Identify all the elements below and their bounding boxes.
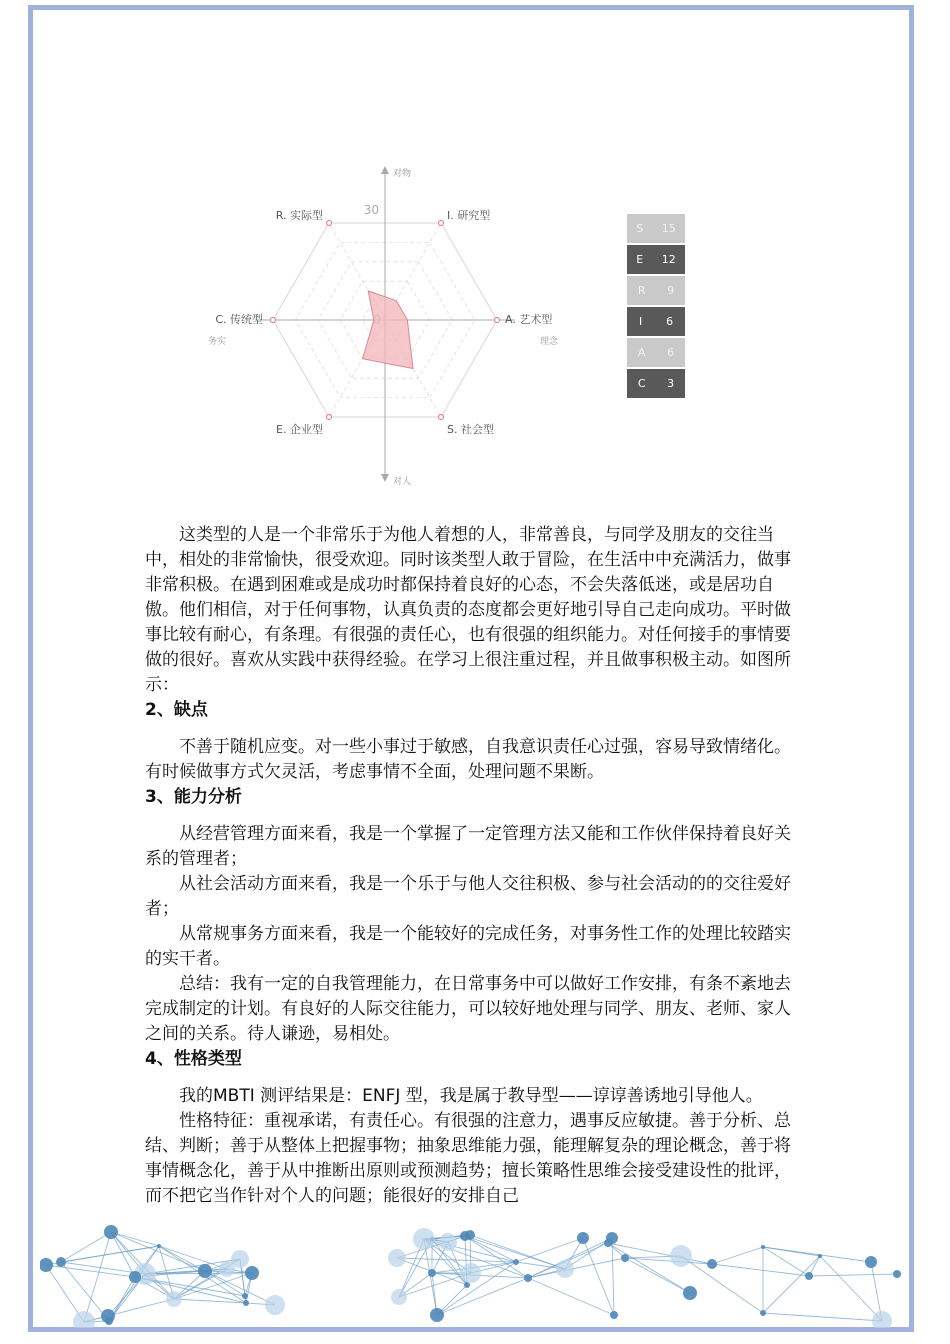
network-node <box>104 1225 118 1239</box>
score-code: E <box>636 253 644 266</box>
score-value: 6 <box>666 315 674 328</box>
radar-vertex-E <box>327 414 332 419</box>
document-body <box>145 523 807 1209</box>
network-node <box>245 1266 259 1280</box>
network-link <box>109 1246 159 1321</box>
network-node <box>707 1259 717 1269</box>
network-link <box>809 1274 897 1276</box>
heading-ability: 3、能力分析 <box>145 787 242 807</box>
network-node <box>388 1249 406 1267</box>
network-node <box>166 1291 182 1307</box>
radar-chart <box>195 160 575 490</box>
network-node <box>243 1300 249 1306</box>
radar-label-R: R. 实际型 <box>275 209 323 223</box>
network-link <box>681 1256 763 1313</box>
intro-paragraph: 这类型的人是一个非常乐于为他人着想的人，非常善良，与同学及朋友的交往当中，相处的非常愉快，很受欢迎。同时该类型人敢于冒险，在生活中中充满活力，做事非常积极。在遇到困难或是成功时都保持着良好的心态，不会失落低迷，或是居功自傲。他们相信，对于任何事物，认真负责的态度都会更好地引导自己走向成功。平时做事比较有耐心，有条理。有很强的责任心，也有很强的组织能力。对任何接手的事情要做的很好。喜欢从实践中获得经验。在学习上很注重过程，并且做事积极主动。如图所示： <box>145 525 791 695</box>
network-node <box>157 1244 161 1248</box>
mbti-code: MBTI <box>213 1086 255 1106</box>
score-value: 9 <box>667 284 675 297</box>
network-node <box>818 1254 822 1258</box>
score-row-R <box>627 276 685 307</box>
arrow-down-icon <box>381 474 389 482</box>
radar-label-I: I. 研究型 <box>447 209 491 223</box>
network-link <box>205 1271 275 1305</box>
network-node <box>73 1311 95 1328</box>
mbti-type: ENFJ <box>362 1086 401 1106</box>
score-table <box>627 214 685 400</box>
radar-label-E: E. 企业型 <box>276 422 323 436</box>
radar-vertex-A <box>495 318 500 323</box>
score-value: 12 <box>661 253 676 266</box>
network-node <box>242 1293 248 1299</box>
score-value: 15 <box>661 222 676 235</box>
score-row-S <box>627 214 685 245</box>
network-node <box>105 1317 113 1325</box>
network-node <box>683 1286 697 1300</box>
score-code: A <box>637 346 646 359</box>
score-row-C <box>627 369 685 400</box>
radar-data-area <box>363 291 413 369</box>
network-link <box>437 1278 528 1315</box>
network-node <box>428 1269 436 1277</box>
score-row-E <box>627 245 685 276</box>
network-node <box>604 1239 612 1247</box>
radar-vertex-R <box>327 221 332 226</box>
ability-paragraph-routine: 从常规事务方面来看，我是一个能较好的完成任务，对事务性工作的处理比较踏实的实干者。 <box>145 924 791 969</box>
network-link <box>763 1247 809 1276</box>
score-value: 3 <box>667 377 675 390</box>
heading-personality: 4、性格类型 <box>145 1049 242 1069</box>
direction-label-top: 对物 <box>393 169 412 179</box>
direction-label-bottom: 对人 <box>393 477 412 487</box>
radar-label-A: A. 艺术型 <box>505 313 553 326</box>
network-node <box>805 1272 813 1280</box>
radar-vertex-S <box>439 414 444 419</box>
network-node <box>621 1254 629 1262</box>
network-link <box>399 1273 471 1297</box>
score-row-A <box>627 338 685 369</box>
network-node <box>760 1310 766 1316</box>
mbti-suffix: 型，我是属于教导型——谆谆善诱地引导他人。 <box>405 1086 763 1106</box>
radar-scale-max: 30 <box>363 203 379 217</box>
network-node <box>761 1245 765 1249</box>
network-node <box>461 1263 481 1283</box>
network-link <box>712 1264 809 1276</box>
network-node <box>129 1271 141 1283</box>
score-row-I <box>627 307 685 338</box>
network-link <box>763 1313 882 1321</box>
network-node <box>231 1250 249 1268</box>
direction-label-left: 务实 <box>208 337 227 347</box>
network-node <box>460 1231 470 1241</box>
arrow-up-icon <box>381 166 389 174</box>
network-node <box>610 1311 618 1319</box>
radar-label-C: C. 传统型 <box>215 313 263 326</box>
radar-label-S: S. 社会型 <box>447 422 494 436</box>
score-value: 6 <box>667 346 675 359</box>
network-link <box>763 1247 820 1256</box>
network-node <box>56 1257 66 1267</box>
score-code: R <box>637 284 646 297</box>
network-link <box>612 1238 614 1315</box>
network-node <box>464 1282 470 1288</box>
score-code: C <box>637 377 646 390</box>
network-node <box>413 1228 435 1250</box>
mbti-mid: 测评结果是： <box>260 1086 363 1106</box>
network-node <box>513 1259 519 1265</box>
network-link <box>174 1299 246 1303</box>
radar-vertex-I <box>439 221 444 226</box>
ability-paragraph-social: 从社会活动方面来看，我是一个乐于与他人交往积极、参与社会活动的的交往爱好者； <box>145 874 791 919</box>
ability-paragraph-management: 从经营管理方面来看，我是一个掌握了一定管理方法又能和工作伙伴保持着良好关系的管理者； <box>145 824 791 869</box>
network-node <box>670 1245 692 1267</box>
network-node <box>865 1256 877 1268</box>
network-node <box>430 1308 444 1322</box>
summary-paragraph: 总结：我有一定的自我管理能力，在日常事务中可以做好工作安排，有条不紊地去完成制定的计划。有良好的人际交往能力，可以较好地处理与同学、朋友、老师、家人之间的关系。待人谦逊，易相处。 <box>145 974 791 1044</box>
network-node <box>391 1289 407 1305</box>
score-code: I <box>638 315 643 328</box>
network-node <box>40 1258 53 1272</box>
network-node <box>439 1233 457 1251</box>
network-node <box>577 1232 589 1244</box>
radar-vertex-C <box>271 318 276 323</box>
direction-label-right: 理念 <box>540 337 559 347</box>
network-node <box>556 1260 574 1278</box>
network-link <box>159 1246 205 1271</box>
network-link <box>712 1247 763 1264</box>
network-decoration <box>40 1210 910 1328</box>
mbti-prefix: 我的 <box>179 1086 213 1106</box>
network-link <box>111 1232 159 1246</box>
score-code: S <box>636 222 644 235</box>
network-node <box>893 1270 901 1278</box>
heading-weakness: 2、缺点 <box>145 700 208 720</box>
weakness-paragraph: 不善于随机应变。对一些小事过于敏感，自我意识责任心过强，容易导致情绪化。有时候做事方式欠灵活，考虑事情不全面，处理问题不果断。 <box>145 737 791 782</box>
network-node <box>265 1295 285 1315</box>
mbti-paragraph <box>145 1084 807 1109</box>
network-node <box>524 1274 532 1282</box>
network-node <box>198 1264 212 1278</box>
network-link <box>111 1232 135 1277</box>
network-link <box>84 1299 174 1322</box>
traits-paragraph: 性格特征：重视承诺，有责任心。有很强的注意力，遇事反应敏捷。善于分析、总结、判断；善于从整体上把握事物；抽象思维能力强，能理解复杂的理论概念，善于将事情概念化，善于从中推断出原则或预测趋势；擅长策略性思维会接受建设性的批评，而不把它当作针对个人的问题；能很好的安排自己 <box>145 1111 791 1206</box>
